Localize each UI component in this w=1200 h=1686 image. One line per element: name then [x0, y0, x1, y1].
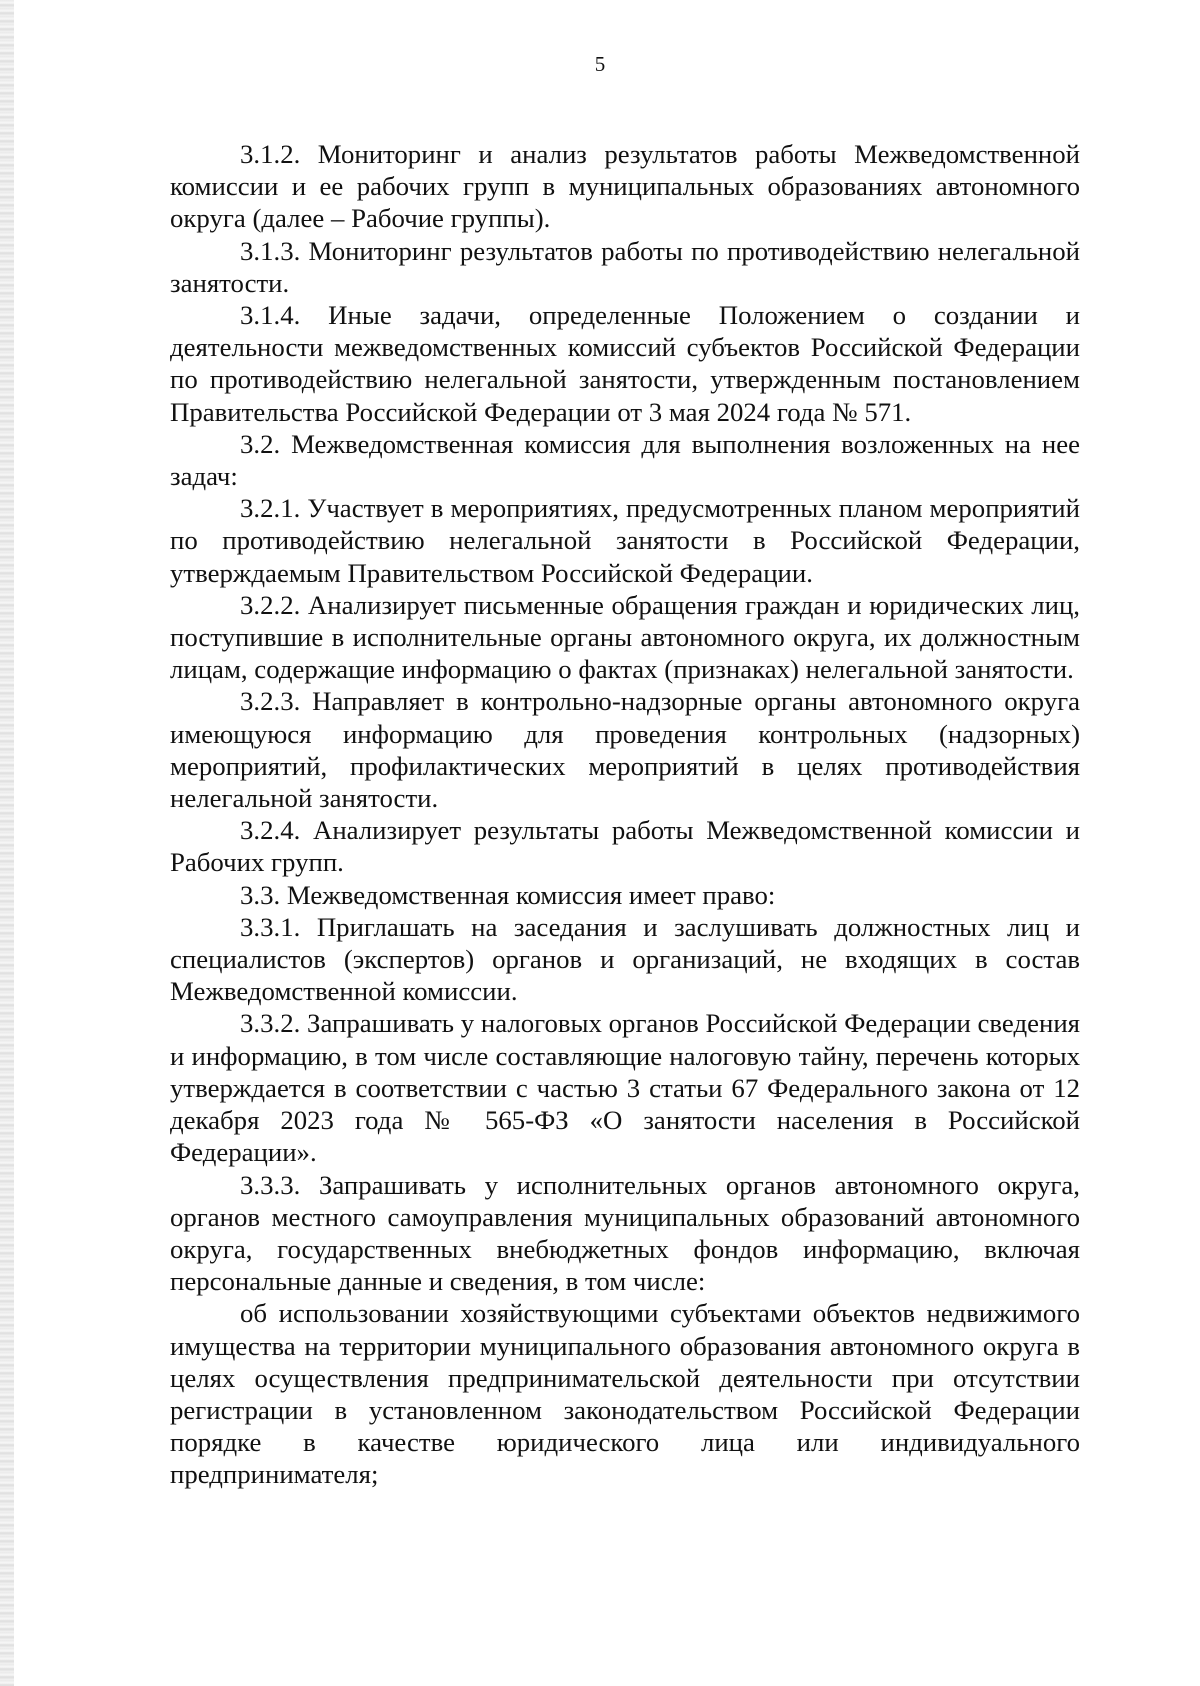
- page-number: 5: [594, 52, 606, 76]
- paragraph-3-2: 3.2. Межведомственная комиссия для выполнения возложенных на нее задач:: [170, 428, 1080, 492]
- document-body: [170, 138, 1080, 1491]
- paragraph-3-1-2: 3.1.2. Мониторинг и анализ результатов работы Межведомственной комиссии и ее рабочих групп в муниципальных образованиях автономного округа (далее – Рабочие группы).: [170, 139, 1080, 234]
- paragraph-3-1-3: 3.1.3. Мониторинг результатов работы по противодействию нелегальной занятости.: [170, 235, 1080, 298]
- paragraph-3-2-2: 3.2.2. Анализирует письменные обращения граждан и юридических лиц, поступившие в исполнительные органы автономного округа, их должностным лицам, содержащие информацию о фактах (признаках) нелегальной занятости.: [170, 589, 1080, 685]
- paragraph-3-2-3: 3.2.3. Направляет в контрольно-надзорные органы автономного округа имеющуюся информацию для проведения контрольных (надзорных) мероприятий, профилактических мероприятий в целях противодействия нелегальной занятости.: [170, 686, 1080, 814]
- paragraph-3-3-2: 3.3.2. Запрашивать у налоговых органов Российской Федерации сведения и информацию, в том числе составляющие налоговую тайну, перечень которых утверждается в соответствии с частью 3 статьи 67 Федерального закона от 12 декабря 2023 года № 565-ФЗ «О занятости населения в Российской Федерации».: [170, 1008, 1080, 1168]
- paragraph-3-3: 3.3. Межведомственная комиссия имеет право:: [240, 879, 776, 910]
- paragraph-property-use: об использовании хозяйствующими субъектами объектов недвижимого имущества на территории муниципального образования автономного округа в целях осуществления предпринимательской деятельности при отсутствии регистрации в установленном законодательством Российской Федерации порядке в качестве юридического лица или индивидуального предпринимателя;: [170, 1298, 1080, 1490]
- paragraph-3-2-4: 3.2.4. Анализирует результаты работы Межведомственной комиссии и Рабочих групп.: [170, 815, 1080, 878]
- scan-edge-artifact: [0, 0, 14, 1686]
- paragraph-3-1-4: 3.1.4. Иные задачи, определенные Положением о создании и деятельности межведомственных комиссий субъектов Российской Федерации по противодействию нелегальной занятости, утвержденным постановлением Правительства Российской Федерации от 3 мая 2024 года № 571.: [170, 300, 1080, 427]
- paragraph-3-3-1: 3.3.1. Приглашать на заседания и заслушивать должностных лиц и специалистов (экспертов) органов и организаций, не входящих в состав Межведомственной комиссии.: [170, 911, 1080, 1007]
- paragraph-3-3-3: 3.3.3. Запрашивать у исполнительных органов автономного округа, органов местного самоуправления муниципальных образований автономного округа, государственных внебюджетных фондов информацию, включая персональные данные и сведения, в том числе:: [170, 1169, 1080, 1297]
- paragraph-3-2-1: 3.2.1. Участвует в мероприятиях, предусмотренных планом мероприятий по противодействию нелегальной занятости в Российской Федерации, утверждаемым Правительством Российской Федерации.: [170, 493, 1080, 588]
